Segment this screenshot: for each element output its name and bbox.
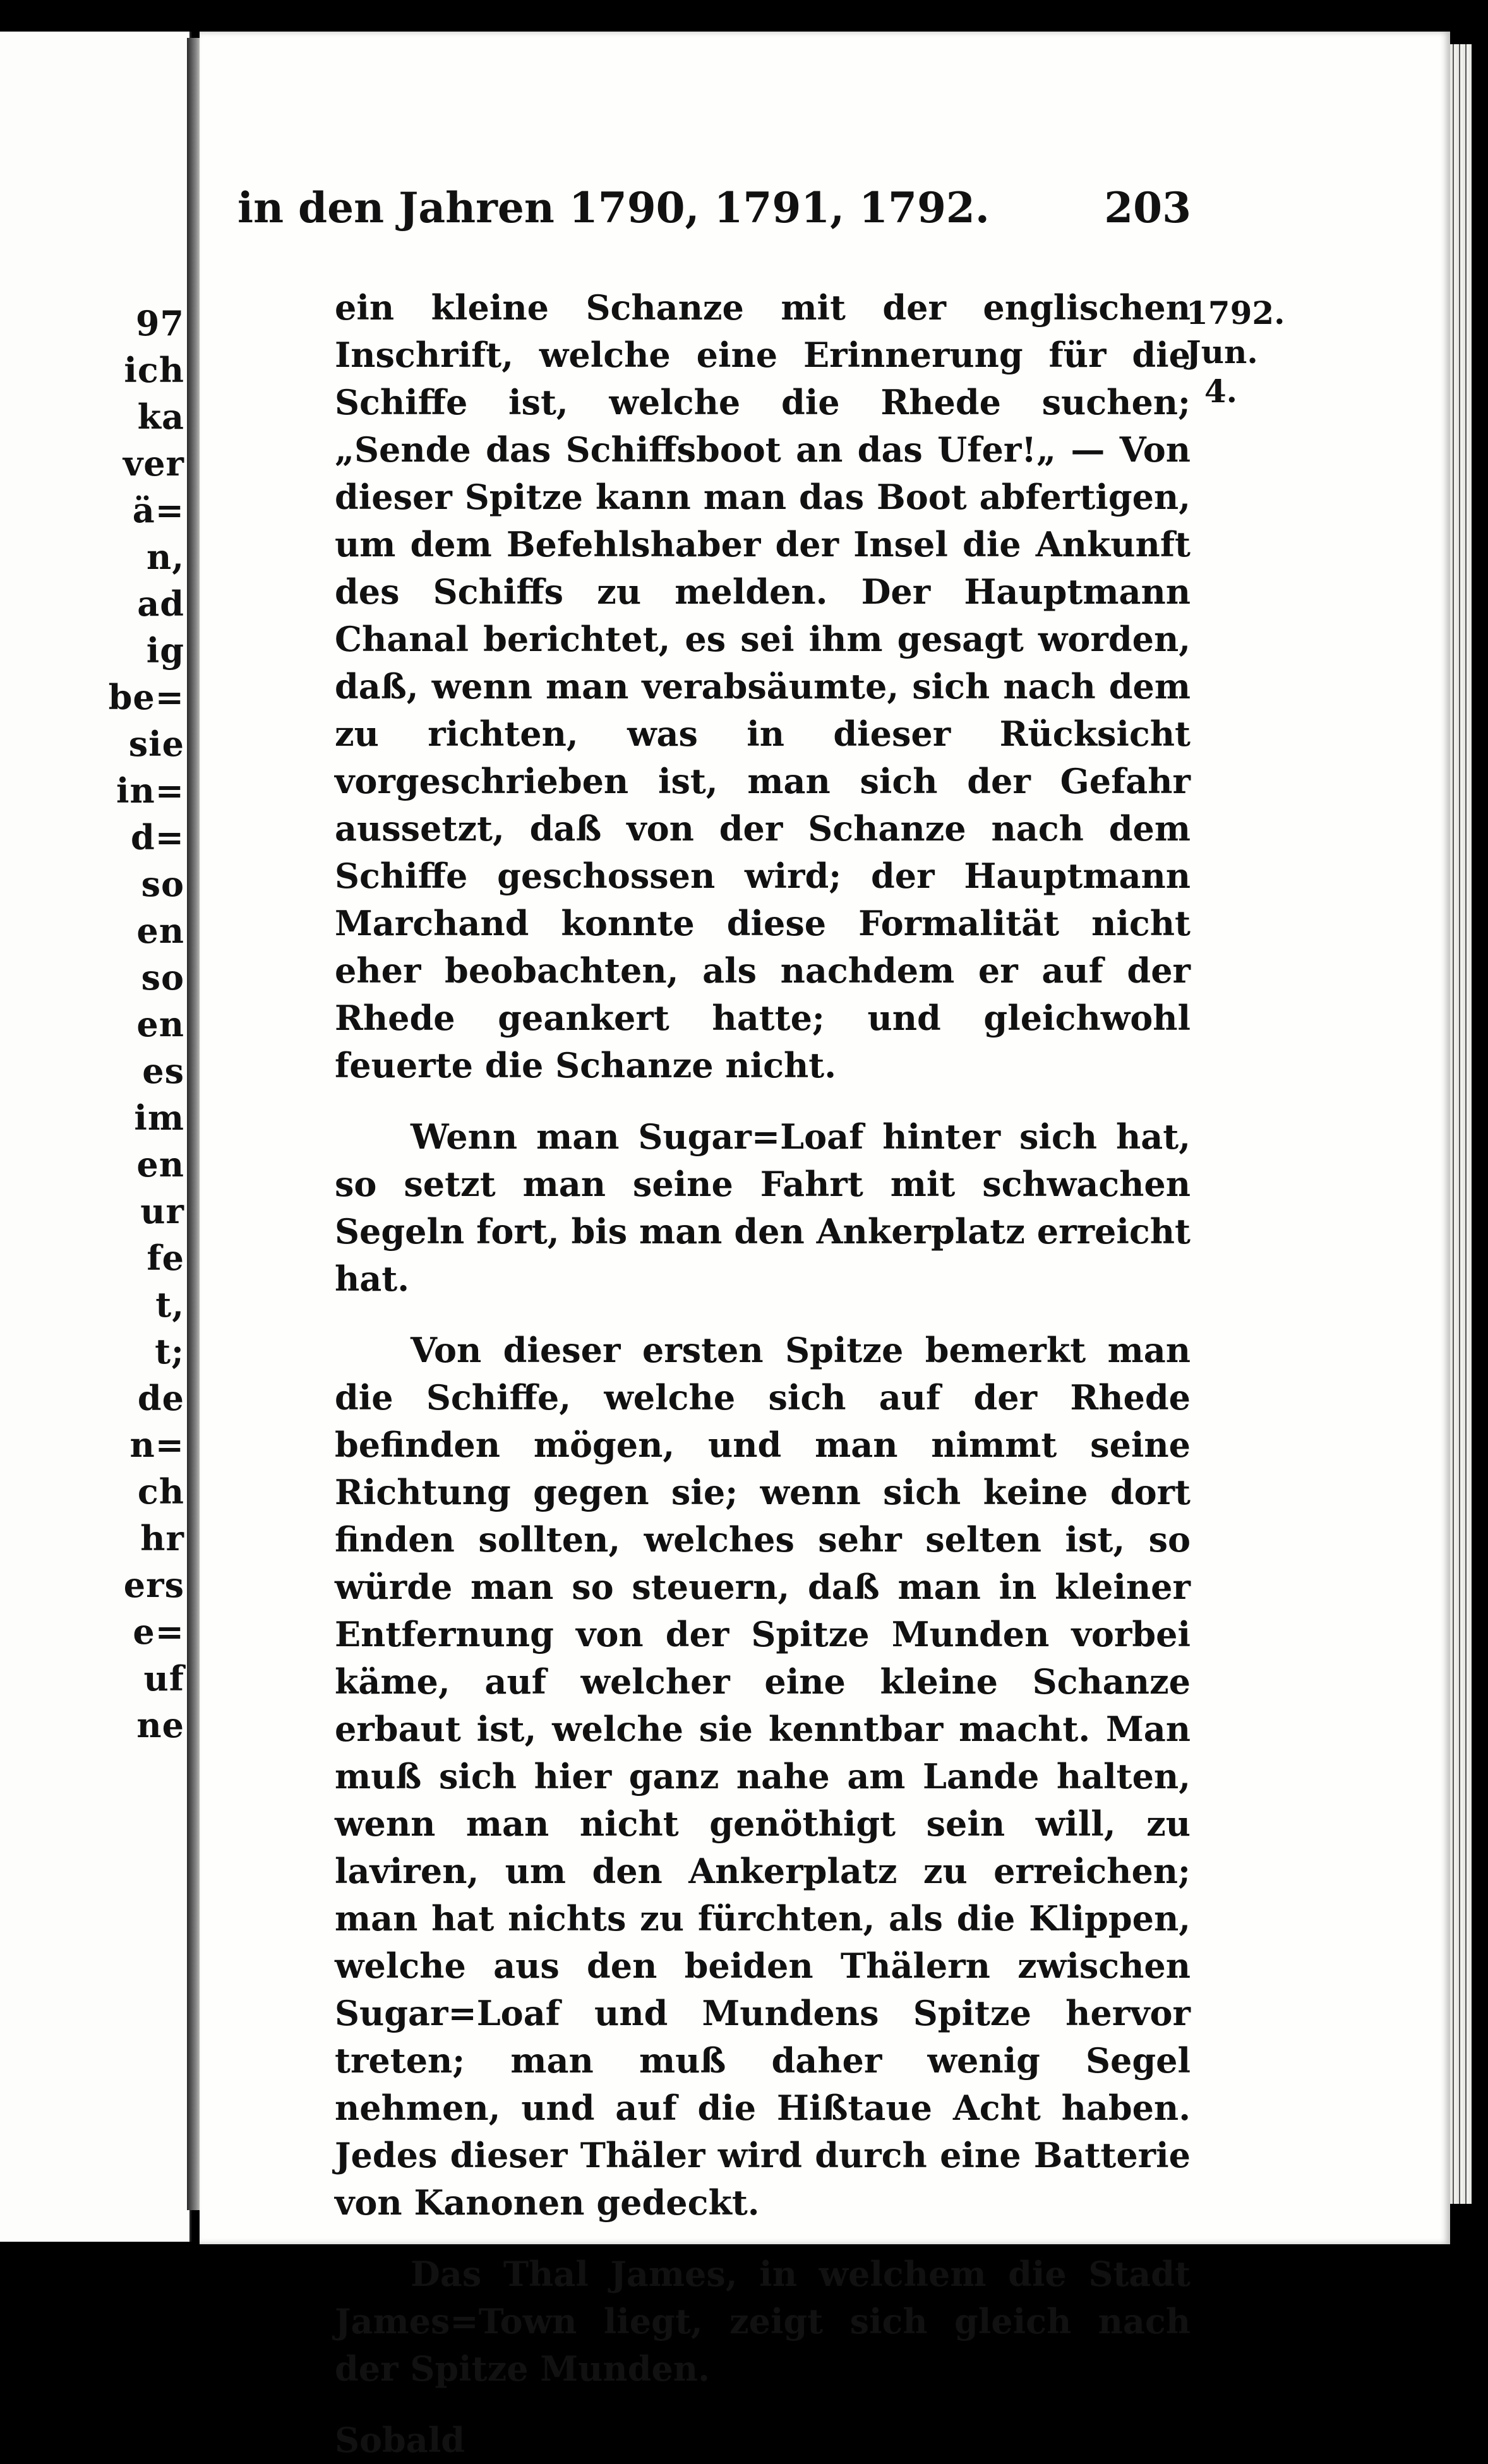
margin-year: 1792. [1186, 294, 1285, 332]
paragraph-3: Von dieser ersten Spitze bemerkt man die Schiffe, welche sich auf der Rhede befinden mögen, und man nimmt seine Richtung gegen sie; wenn sich keine dort finden sollten, welches sehr selten ist, so würde man so steuern, daß man in kleiner Entfernung von der Spitze Munden vorbei käme, auf welcher eine kleine Schanze erbaut ist, welche sie kenntbar macht. Man muß sich hier ganz nahe am Lande halten, wenn man nicht genöthigt sein will, zu laviren, um den Ankerplatz zu erreichen; man hat nichts zu fürchten, als die Klippen, welche aus den beiden Thälern zwischen Sugar=Loaf und Mundens Spitze hervor treten; man muß daher wenig Segel nehmen, und auf die Hißtaue Acht haben. Jedes dieser Thäler wird durch eine Batterie von Kanonen gedeckt. [335, 1330, 1191, 2223]
facing-page-fragment: e= [133, 1612, 184, 1652]
facing-page-fragment: d= [130, 817, 184, 858]
facing-page-fragment: t, [155, 1284, 184, 1325]
facing-page-fragment: ka [137, 397, 184, 437]
facing-page-fragment: be= [108, 677, 184, 717]
paragraph-4: Das Thal James, in welchem die Stadt James=Town liegt, zeigt sich gleich nach der Spitze Munden. [335, 2254, 1191, 2389]
facing-page-fragment: en [136, 1004, 184, 1044]
page-number: 203 [1104, 183, 1191, 232]
facing-page-fragment: ch [137, 1471, 184, 1512]
facing-page-fragment: ich [124, 350, 184, 390]
facing-page-fragment: uf [143, 1658, 184, 1699]
paragraph-2: Wenn man Sugar=Loaf hinter sich hat, so setzt man seine Fahrt mit schwachen Segeln fort, bis man den Ankerplatz erreicht hat. [335, 1116, 1191, 1299]
page-edges [1450, 44, 1472, 2204]
facing-page-fragment: ver [123, 443, 184, 484]
facing-page-fragment: es [142, 1051, 184, 1091]
margin-month: Jun. [1186, 333, 1258, 371]
facing-page-fragment: 97 [135, 303, 184, 344]
facing-page-fragment: ers [123, 1565, 184, 1605]
facing-page-fragment: n, [146, 537, 184, 577]
facing-page-fragment: n= [129, 1425, 184, 1465]
running-title: in den Jahren 1790, 1791, 1792. [237, 183, 990, 232]
facing-page-fragment: de [137, 1378, 184, 1418]
catchword: Sobald [335, 2420, 465, 2460]
margin-day: 4. [1204, 373, 1238, 410]
facing-page-fragment: ne [136, 1705, 184, 1745]
facing-page [0, 32, 191, 2242]
facing-page-fragment: ad [137, 583, 184, 624]
paragraph-1: ein kleine Schanze mit der englischen Inschrift, welche eine Erinnerung für die Schiffe ist, welche die Rhede suchen; „Sende das Schiffsboot an das Ufer!„ — Von dieser Spitze kann man das Boot abfertigen, um dem Befehlshaber der Insel die Ankunft des Schiffs zu melden. Der Hauptmann Chanal berichtet, es sei ihm gesagt worden, daß, wenn man verabsäumte, sich nach dem zu richten, was in dieser Rücksicht vorgeschrieben ist, man sich der Gefahr aussetzt, daß von der Schanze nach dem Schiffe geschossen wird; der Hauptmann Marchand konnte diese Formalität nicht eher beobachten, als nachdem er auf der Rhede geankert hatte; und gleichwohl feuerte die Schanze nicht. [335, 287, 1191, 1085]
facing-page-fragment: t; [155, 1331, 184, 1372]
facing-page-fragment: en [136, 1144, 184, 1185]
facing-page-fragment: hr [140, 1518, 184, 1558]
facing-page-fragment: im [134, 1097, 184, 1138]
facing-page-fragment: so [141, 864, 184, 904]
margin-date-note [1186, 294, 1285, 411]
facing-page-fragment: in= [116, 770, 184, 811]
facing-page-fragment: so [141, 957, 184, 998]
facing-page-fragment: fe [147, 1238, 184, 1278]
facing-page-fragment: ä= [132, 490, 184, 530]
page-body [335, 284, 1191, 2464]
facing-page-fragment: sie [128, 724, 184, 764]
facing-page-fragment: en [136, 911, 184, 951]
facing-page-fragment: ur [140, 1191, 184, 1231]
facing-page-fragment: ig [146, 630, 184, 671]
running-header [237, 183, 1191, 232]
